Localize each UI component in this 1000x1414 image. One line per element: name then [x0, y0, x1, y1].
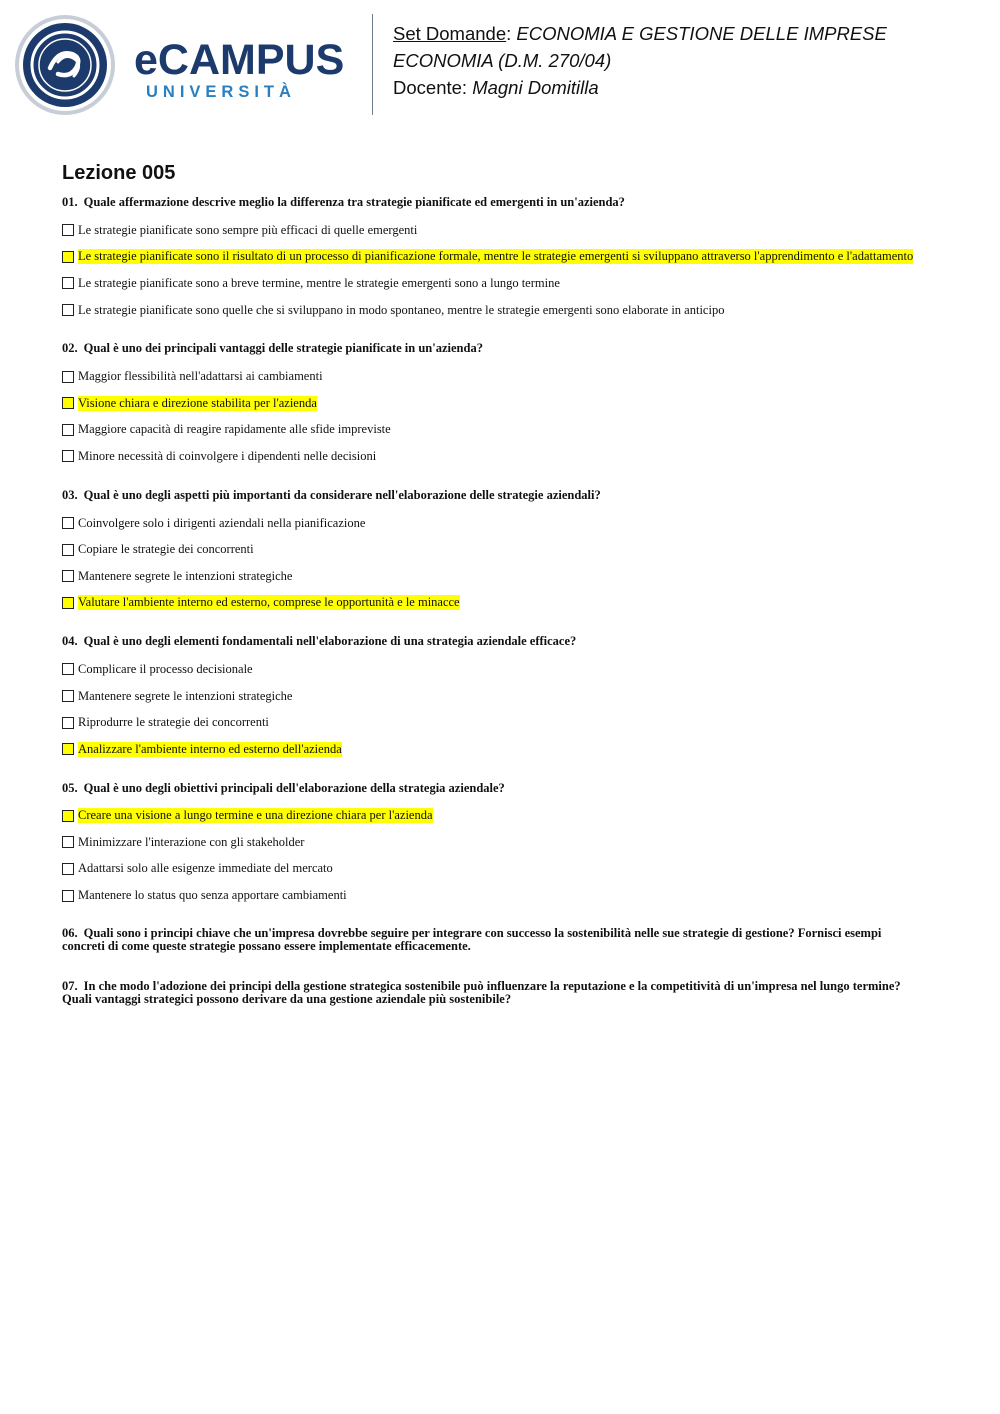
answer-option-label: Minore necessità di coinvolgere i dipendenti nelle decisioni: [78, 448, 377, 463]
checkbox[interactable]: [62, 277, 74, 289]
answer-option-label: Mantenere lo status quo senza apportare cambiamenti: [78, 888, 347, 903]
brand-name: eCAMPUS: [134, 36, 345, 84]
set-line: Set Domande: ECONOMIA E GESTIONE DELLE IMPRESE: [393, 23, 887, 44]
checkbox[interactable]: [62, 450, 74, 462]
answer-option[interactable]: [62, 270, 922, 297]
answer-option[interactable]: [62, 709, 922, 736]
document-body: [62, 160, 922, 1033]
checkbox[interactable]: [62, 717, 74, 729]
answer-option-label: Complicare il processo decisionale: [78, 661, 253, 676]
question-text: [62, 781, 922, 795]
answer-option[interactable]: [62, 217, 922, 244]
question-number: 03.: [62, 487, 78, 502]
question-text: [62, 195, 922, 209]
question-text: [62, 488, 922, 502]
checkbox[interactable]: [62, 743, 74, 755]
answer-option[interactable]: [62, 882, 922, 909]
answer-option-correct[interactable]: [62, 390, 922, 417]
answer-option[interactable]: [62, 417, 922, 444]
open-question: [62, 980, 922, 1007]
answer-option-label: Le strategie pianificate sono quelle che si sviluppano in modo spontaneo, mentre le strategie emergenti sono elaborate in anticipo: [78, 302, 725, 317]
answer-option[interactable]: [62, 856, 922, 883]
question-block: [62, 195, 922, 323]
page-header: [0, 0, 1000, 130]
answer-options: [62, 363, 922, 469]
checkbox[interactable]: [62, 304, 74, 316]
checkbox[interactable]: [62, 690, 74, 702]
answer-option-correct[interactable]: [62, 736, 922, 763]
question-block: [62, 341, 922, 469]
question-label: Qual è uno dei principali vantaggi delle strategie pianificate in un'azienda?: [83, 341, 483, 356]
answer-option-label: Valutare l'ambiente interno ed esterno, comprese le opportunità e le minacce: [78, 595, 460, 610]
answer-options: [62, 803, 922, 909]
question-label: Quali sono i principi chiave che un'impresa dovrebbe seguire per integrare con successo la sostenibilità nelle sue strategie di gestione? Fornisci esempi concreti di come queste strategie possano essere implementate efficacemente.: [62, 925, 882, 954]
checkbox[interactable]: [62, 890, 74, 902]
header-info: [393, 20, 953, 101]
checkbox[interactable]: [62, 836, 74, 848]
checkbox[interactable]: [62, 863, 74, 875]
checkbox[interactable]: [62, 424, 74, 436]
university-seal-logo: [14, 14, 116, 116]
checkbox[interactable]: [62, 570, 74, 582]
answer-option-label: Maggior flessibilità nell'adattarsi ai cambiamenti: [78, 369, 323, 384]
question-block: [62, 634, 922, 762]
question-number: 04.: [62, 634, 78, 649]
answer-option-correct[interactable]: [62, 803, 922, 830]
answer-option-label: Riprodurre le strategie dei concorrenti: [78, 715, 269, 730]
question-block: [62, 781, 922, 909]
checkbox[interactable]: [62, 371, 74, 383]
answer-option-label: Le strategie pianificate sono a breve termine, mentre le strategie emergenti sono a lungo termine: [78, 275, 560, 290]
question-label: In che modo l'adozione dei principi della gestione strategica sostenibile può influenzare la reputazione e la competitività di un'impresa nel lungo termine? Quali vantaggi strategici possono derivare da una gestione aziendale più sostenibile?: [62, 978, 901, 1007]
header-divider: [372, 14, 373, 115]
answer-option-label: Visione chiara e direzione stabilita per l'azienda: [78, 395, 317, 410]
answer-option-label: Adattarsi solo alle esigenze immediate del mercato: [78, 861, 333, 876]
answer-option[interactable]: [62, 683, 922, 710]
checkbox[interactable]: [62, 663, 74, 675]
answer-option[interactable]: [62, 510, 922, 537]
answer-option-label: Le strategie pianificate sono il risultato di un processo di pianificazione formale, mentre le strategie emergenti si sviluppano attraverso l'apprendimento e l'adattamento: [78, 249, 914, 264]
question-number: 06.: [62, 925, 78, 940]
question-number: 07.: [62, 978, 78, 993]
answer-option-label: Copiare le strategie dei concorrenti: [78, 542, 254, 557]
answer-options: [62, 510, 922, 616]
set-label: Set Domande: [393, 23, 507, 44]
lesson-title: Lezione 005: [62, 162, 176, 184]
answer-option[interactable]: [62, 536, 922, 563]
answer-options: [62, 656, 922, 762]
open-question: [62, 927, 922, 954]
question-number: 05.: [62, 780, 78, 795]
question-list: [62, 195, 922, 909]
answer-option-label: Creare una visione a lungo termine e una direzione chiara per l'azienda: [78, 808, 433, 823]
checkbox[interactable]: [62, 397, 74, 409]
set-value: ECONOMIA E GESTIONE DELLE IMPRESE: [516, 23, 887, 44]
question-label: Quale affermazione descrive meglio la differenza tra strategie pianificate ed emergenti in un'azienda?: [83, 195, 625, 209]
answer-option-label: Mantenere segrete le intenzioni strategiche: [78, 568, 293, 583]
answer-option-label: Coinvolgere solo i dirigenti aziendali nella pianificazione: [78, 515, 366, 530]
answer-option[interactable]: [62, 563, 922, 590]
answer-option[interactable]: [62, 829, 922, 856]
question-number: 01.: [62, 195, 78, 209]
checkbox[interactable]: [62, 517, 74, 529]
answer-option-label: Le strategie pianificate sono sempre più efficaci di quelle emergenti: [78, 222, 418, 237]
answer-option-correct[interactable]: [62, 590, 922, 617]
docente-value: Magni Domitilla: [472, 77, 599, 98]
question-label: Qual è uno degli aspetti più importanti da considerare nell'elaborazione delle strategie aziendali?: [83, 487, 601, 502]
checkbox[interactable]: [62, 224, 74, 236]
set-line-2: [393, 47, 953, 74]
question-number: 02.: [62, 341, 78, 356]
question-label: Qual è uno degli elementi fondamentali nell'elaborazione di una strategia aziendale efficace?: [83, 634, 577, 649]
open-question-list: [62, 927, 922, 1007]
question-block: [62, 488, 922, 616]
checkbox[interactable]: [62, 810, 74, 822]
set-value-2: ECONOMIA (D.M. 270/04): [393, 50, 612, 71]
docente-label: Docente:: [393, 77, 468, 98]
ecampus-wordmark: [134, 38, 359, 118]
checkbox[interactable]: [62, 597, 74, 609]
answer-option[interactable]: [62, 363, 922, 390]
answer-option[interactable]: [62, 297, 922, 324]
answer-options: [62, 217, 922, 323]
brand-subtitle: UNIVERSITÀ: [146, 83, 296, 101]
answer-option[interactable]: [62, 443, 922, 470]
answer-option[interactable]: [62, 656, 922, 683]
question-label: Qual è uno degli obiettivi principali dell'elaborazione della strategia aziendale?: [83, 780, 505, 795]
docente-line: [393, 74, 953, 101]
answer-option-label: Analizzare l'ambiente interno ed esterno dell'azienda: [78, 741, 342, 756]
question-text: [62, 341, 922, 355]
answer-option-correct[interactable]: [62, 244, 922, 271]
answer-option-label: Minimizzare l'interazione con gli stakeholder: [78, 834, 305, 849]
answer-option-label: Mantenere segrete le intenzioni strategiche: [78, 688, 293, 703]
answer-option-label: Maggiore capacità di reagire rapidamente alle sfide impreviste: [78, 422, 391, 437]
checkbox[interactable]: [62, 544, 74, 556]
question-text: [62, 634, 922, 648]
checkbox[interactable]: [62, 251, 74, 263]
